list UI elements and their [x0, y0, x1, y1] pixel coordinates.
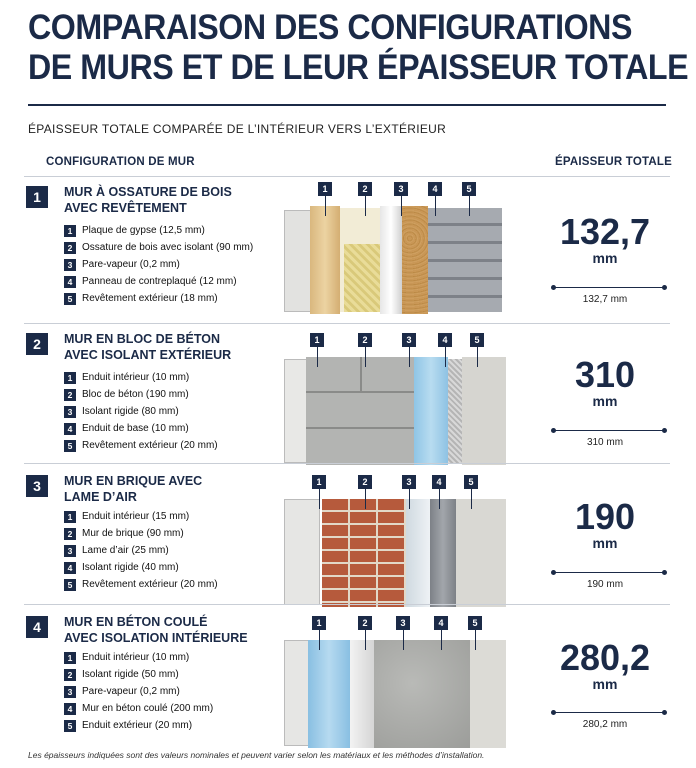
total-thickness-unit: mm [592, 535, 618, 551]
layer-item [64, 273, 304, 290]
wall-cross-section-illustration [284, 333, 514, 473]
layer-label: Revêtement extérieur (20 mm) [82, 579, 218, 590]
marker-5: 5 [468, 616, 482, 630]
marker-4: 4 [428, 182, 442, 196]
layer-label: Enduit intérieur (10 mm) [82, 652, 190, 663]
wall-cross-section-illustration [284, 182, 514, 322]
subtitle: ÉPAISSEUR TOTALE COMPARÉE DE L’INTÉRIEUR VERS L’EXTÉRIEUR [28, 122, 447, 136]
layer-item [64, 576, 304, 593]
column-header-config: CONFIGURATION DE MUR [46, 156, 195, 168]
leader-line [469, 196, 470, 216]
wall-title: MUR EN BLOC DE BÉTON AVEC ISOLANT EXTÉRIEUR [64, 332, 232, 362]
layer-badge: 1 [64, 511, 76, 523]
layer-label: Plaque de gypse (12,5 mm) [82, 225, 205, 236]
layer-badge: 1 [64, 372, 76, 384]
layer-label: Isolant rigide (80 mm) [82, 406, 179, 417]
base-coat-layer [448, 359, 462, 463]
layer-item [64, 525, 304, 542]
layer-badge: 4 [64, 562, 76, 574]
wall-number-badge: 2 [26, 333, 48, 355]
total-thickness-value: 190 [574, 496, 636, 537]
insulation-batt-layer [344, 244, 380, 312]
layer-badge: 2 [64, 389, 76, 401]
vapour-barrier-layer [380, 206, 402, 314]
exterior-cladding-layer [462, 357, 506, 465]
layer-badge: 5 [64, 440, 76, 452]
layer-item [64, 700, 304, 717]
layer-item [64, 420, 304, 437]
layer-item [64, 559, 304, 576]
section-separator [24, 463, 670, 464]
layer-item [64, 369, 304, 386]
layer-label: Ossature de bois avec isolant (90 mm) [82, 242, 254, 253]
leader-line [365, 347, 366, 367]
gypsum-board-layer [284, 210, 312, 312]
leader-line [471, 489, 472, 509]
layer-item [64, 508, 304, 525]
leader-line [401, 196, 402, 216]
layer-badge: 5 [64, 293, 76, 305]
leader-line [409, 347, 410, 367]
brick-wall-layer [322, 499, 406, 607]
leader-line [445, 347, 446, 367]
total-thickness-unit: mm [592, 676, 618, 692]
layer-label: Revêtement extérieur (18 mm) [82, 293, 218, 304]
layer-label: Pare-vapeur (0,2 mm) [82, 259, 180, 270]
layer-badge: 3 [64, 545, 76, 557]
layer-badge: 3 [64, 406, 76, 418]
layer-item [64, 403, 304, 420]
air-gap-layer [406, 499, 430, 607]
wood-stud-layer [310, 206, 340, 314]
layer-badge: 4 [64, 703, 76, 715]
layer-list [64, 508, 304, 593]
marker-3: 3 [402, 475, 416, 489]
layer-item [64, 239, 304, 256]
layer-badge: 1 [64, 225, 76, 237]
rigid-insulation-layer [308, 640, 350, 748]
leader-line [365, 630, 366, 650]
layer-item [64, 222, 304, 239]
wall-number-badge: 3 [26, 475, 48, 497]
leader-line [317, 347, 318, 367]
layer-badge: 2 [64, 528, 76, 540]
wall-number-badge: 4 [26, 616, 48, 638]
wall-title: MUR EN BRIQUE AVEC LAME D’AIR [64, 474, 203, 504]
leader-line [325, 196, 326, 216]
wall-title: MUR À OSSATURE DE BOIS AVEC REVÊTEMENT [64, 185, 232, 215]
footnote: Les épaisseurs indiquées sont des valeurs nominales et peuvent varier selon les matériaux et les méthodes d’installation. [28, 750, 485, 760]
total-thickness-value: 310 [574, 354, 636, 395]
wall-cross-section-illustration [284, 616, 514, 756]
leader-line [439, 489, 440, 509]
dimension-line [553, 712, 665, 713]
marker-2: 2 [358, 333, 372, 347]
dimension-line [553, 430, 665, 431]
layer-item [64, 256, 304, 273]
leader-line [477, 347, 478, 367]
layer-item [64, 649, 304, 666]
interior-plaster-layer [284, 499, 320, 605]
leader-line [319, 630, 320, 650]
section-separator [24, 604, 670, 605]
total-thickness-unit: mm [592, 393, 618, 409]
total-thickness-value: 132,7 [559, 211, 651, 252]
layer-item [64, 717, 304, 734]
siding-layer [428, 208, 502, 312]
marker-4: 4 [438, 333, 452, 347]
layer-label: Isolant rigide (40 mm) [82, 562, 179, 573]
marker-4: 4 [434, 616, 448, 630]
layer-list [64, 649, 304, 734]
marker-1: 1 [310, 333, 324, 347]
layer-badge: 5 [64, 579, 76, 591]
dimension-line [553, 572, 665, 573]
interior-plaster-layer [284, 359, 308, 463]
exterior-cladding-layer [456, 499, 506, 607]
leader-line [403, 630, 404, 650]
layer-badge: 2 [64, 669, 76, 681]
layer-label: Revêtement extérieur (20 mm) [82, 440, 218, 451]
layer-badge: 1 [64, 652, 76, 664]
layer-badge: 3 [64, 686, 76, 698]
section-separator [24, 323, 670, 324]
marker-3: 3 [396, 616, 410, 630]
rigid-insulation-layer [430, 499, 456, 607]
marker-1: 1 [312, 616, 326, 630]
concrete-block-layer [306, 357, 414, 465]
layer-label: Enduit intérieur (15 mm) [82, 511, 190, 522]
layer-item [64, 683, 304, 700]
layer-item [64, 386, 304, 403]
vapour-barrier-layer [350, 640, 374, 748]
layer-badge: 4 [64, 276, 76, 288]
layer-item [64, 290, 304, 307]
layer-item [64, 666, 304, 683]
dimension-label: 280,2 mm [582, 719, 628, 730]
title-rule [28, 104, 666, 106]
wall-cross-section-illustration [284, 475, 514, 615]
plywood-layer [402, 206, 428, 314]
dimension-label: 132,7 mm [582, 294, 628, 305]
layer-list [64, 222, 304, 307]
marker-2: 2 [358, 616, 372, 630]
leader-line [365, 489, 366, 509]
section-separator [24, 176, 670, 177]
layer-badge: 3 [64, 259, 76, 271]
layer-list [64, 369, 304, 454]
marker-3: 3 [394, 182, 408, 196]
layer-item [64, 542, 304, 559]
layer-label: Lame d’air (25 mm) [82, 545, 169, 556]
marker-5: 5 [464, 475, 478, 489]
marker-1: 1 [318, 182, 332, 196]
leader-line [365, 196, 366, 216]
column-header-total: ÉPAISSEUR TOTALE [555, 156, 672, 168]
interior-plaster-layer [284, 640, 310, 746]
layer-label: Mur en béton coulé (200 mm) [82, 703, 214, 714]
total-thickness-value: 280,2 [559, 637, 651, 678]
dimension-label: 190 mm [586, 579, 624, 590]
layer-badge: 5 [64, 720, 76, 732]
dimension-line [553, 287, 665, 288]
marker-2: 2 [358, 475, 372, 489]
leader-line [319, 489, 320, 509]
wall-number-badge: 1 [26, 186, 48, 208]
layer-label: Enduit de base (10 mm) [82, 423, 189, 434]
marker-4: 4 [432, 475, 446, 489]
poured-concrete-layer [374, 640, 470, 748]
marker-5: 5 [462, 182, 476, 196]
title-line-1: COMPARAISON DES CONFIGURATIONS [28, 8, 632, 47]
layer-label: Mur de brique (90 mm) [82, 528, 184, 539]
title-line-2: DE MURS ET DE LEUR ÉPAISSEUR TOTALE [28, 48, 689, 87]
layer-label: Panneau de contreplaqué (12 mm) [82, 276, 237, 287]
layer-label: Enduit intérieur (10 mm) [82, 372, 190, 383]
marker-2: 2 [358, 182, 372, 196]
leader-line [435, 196, 436, 216]
layer-badge: 2 [64, 242, 76, 254]
total-thickness-unit: mm [592, 250, 618, 266]
page-title [28, 8, 689, 88]
marker-1: 1 [312, 475, 326, 489]
layer-label: Pare-vapeur (0,2 mm) [82, 686, 180, 697]
layer-badge: 4 [64, 423, 76, 435]
layer-label: Isolant rigide (50 mm) [82, 669, 179, 680]
wall-title: MUR EN BÉTON COULÉ AVEC ISOLATION INTÉRIEURE [64, 615, 248, 645]
layer-label: Bloc de béton (190 mm) [82, 389, 189, 400]
leader-line [409, 489, 410, 509]
exterior-plaster-layer [470, 640, 506, 748]
marker-3: 3 [402, 333, 416, 347]
rigid-insulation-layer [414, 357, 448, 465]
layer-item [64, 437, 304, 454]
marker-5: 5 [470, 333, 484, 347]
leader-line [441, 630, 442, 650]
layer-label: Enduit extérieur (20 mm) [82, 720, 193, 731]
dimension-label: 310 mm [586, 437, 624, 448]
leader-line [475, 630, 476, 650]
